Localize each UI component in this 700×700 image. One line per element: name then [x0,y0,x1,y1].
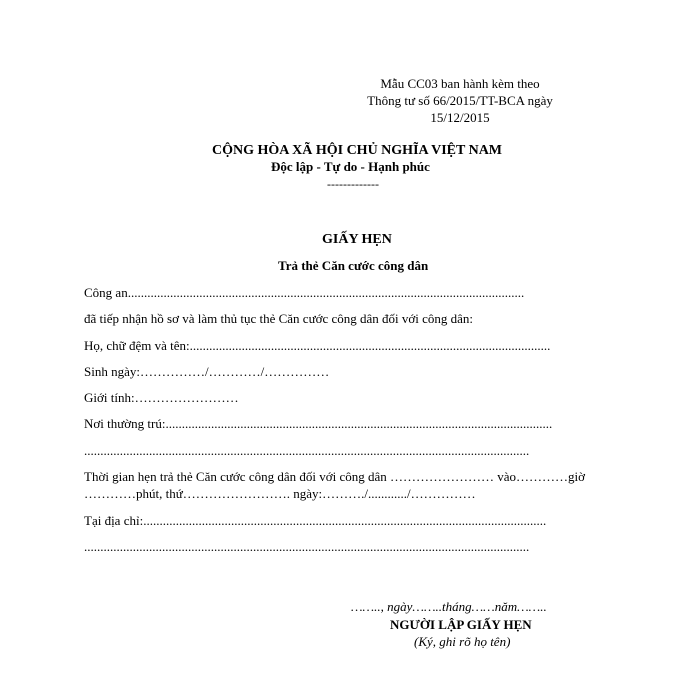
location-continuation: ......................................................................................................................................... [84,539,530,554]
date-of-birth-field: Sinh ngày:……………/…………/…………… [84,364,330,379]
police-field: Công an.......................................................................................................................... [84,285,525,300]
signature-title: NGƯỜI LẬP GIẤY HẸN [390,617,532,632]
national-motto: Độc lập - Tự do - Hạnh phúc [271,159,430,174]
national-title: CỘNG HÒA XÃ HỘI CHỦ NGHĨA VIỆT NAM [212,143,503,158]
form-ref-line-2: Thông tư số 66/2015/TT-BCA ngày [367,93,553,108]
location-field: Tại địa chỉ:............................................................................................................................ [84,513,547,528]
document-subtitle: Trả thẻ Căn cước công dân [278,258,429,273]
appointment-time-line-1: Thời gian hẹn trả thẻ Căn cước công dân đối với công dân …………………… vào…………giờ [84,469,586,484]
signature-date-line: …….., ngày……..tháng……năm…….. [351,599,547,614]
full-name-field: Họ, chữ đệm và tên:............................................................................................................... [84,338,551,353]
form-ref-line-3: 15/12/2015 [430,110,490,125]
motto-divider: ------------- [327,177,379,191]
appointment-time-line-2: …………phút, thứ……………………. ngày:………./............/…………… [84,486,476,501]
signature-note: (Ký, ghi rõ họ tên) [414,634,511,649]
gender-field: Giới tính:…………………… [84,390,239,405]
document-title: GIẤY HẸN [322,232,392,247]
residence-continuation: ......................................................................................................................................... [84,443,530,458]
received-statement: đã tiếp nhận hồ sơ và làm thủ tục thẻ Căn cước công dân đối với công dân: [84,311,474,326]
residence-field: Nơi thường trú:....................................................................................................................... [84,416,553,431]
form-ref-line-1: Mẫu CC03 ban hành kèm theo [380,76,540,91]
form-reference [360,75,560,126]
